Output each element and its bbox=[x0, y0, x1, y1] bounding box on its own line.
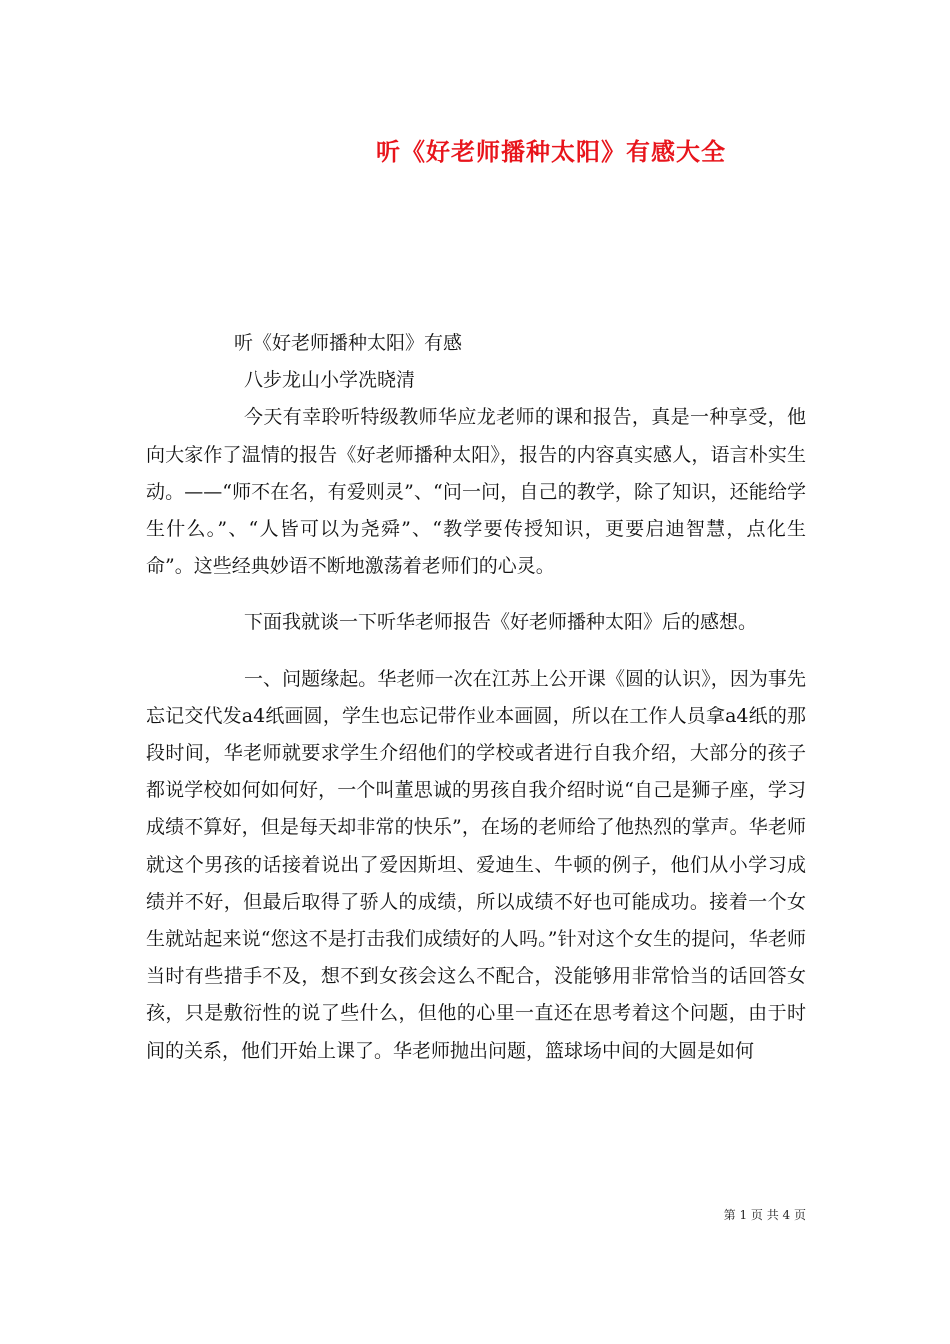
document-title: 听《好老师播种太阳》有感大全 bbox=[376, 137, 726, 166]
paragraph-2: 下面我就谈一下听华老师报告《好老师播种太阳》后的感想。 bbox=[244, 611, 758, 634]
paragraph-1: 今天有幸聆听特级教师华应龙老师的课和报告，真是一种享受，他向大家作了温情的报告《好老师播种太阳》，报告的内容真实感人，语言朴实生动。——“师不在名，有爱则灵”、“问一问，自己的教学，除了知识，还能给学生什么。”、“人皆可以为尧舜”、“教学要传授知识，更要启迪智慧，点化生命”。这些经典妙语不断地激荡着老师们的心灵。 bbox=[146, 406, 806, 578]
article-body bbox=[146, 325, 806, 1070]
page-number-footer: 第 1 页 共 4 页 bbox=[723, 1208, 806, 1222]
paragraph-3: 一、问题缘起。华老师一次在江苏上公开课《圆的认识》，因为事先忘记交代发a4纸画圆，学生也忘记带作业本画圆，所以在工作人员拿a4纸的那段时间，华老师就要求学生介绍他们的学校或者进行自我介绍，大部分的孩子都说学校如何如何好，一个叫董思诚的男孩自我介绍时说“自己是狮子座，学习成绩不算好，但是每天却非常的快乐”，在场的老师给了他热烈的掌声。华老师就这个男孩的话接着说出了爱因斯坦、爱迪生、牛顿的例子，他们从小学习成绩并不好，但最后取得了骄人的成绩，所以成绩不好也可能成功。接着一个女生就站起来说“您这不是打击我们成绩好的人吗。”针对这个女生的提问，华老师当时有些措手不及，想不到女孩会这么不配合，没能够用非常恰当的话回答女孩，只是敷衍性的说了些什么，但他的心里一直还在思考着这个问题，由于时间的关系，他们开始上课了。华老师抛出问题，篮球场中间的大圆是如何 bbox=[146, 667, 806, 1062]
article-subtitle: 听《好老师播种太阳》有感 bbox=[234, 332, 463, 354]
article-author: 八步龙山小学冼晓清 bbox=[244, 369, 416, 392]
